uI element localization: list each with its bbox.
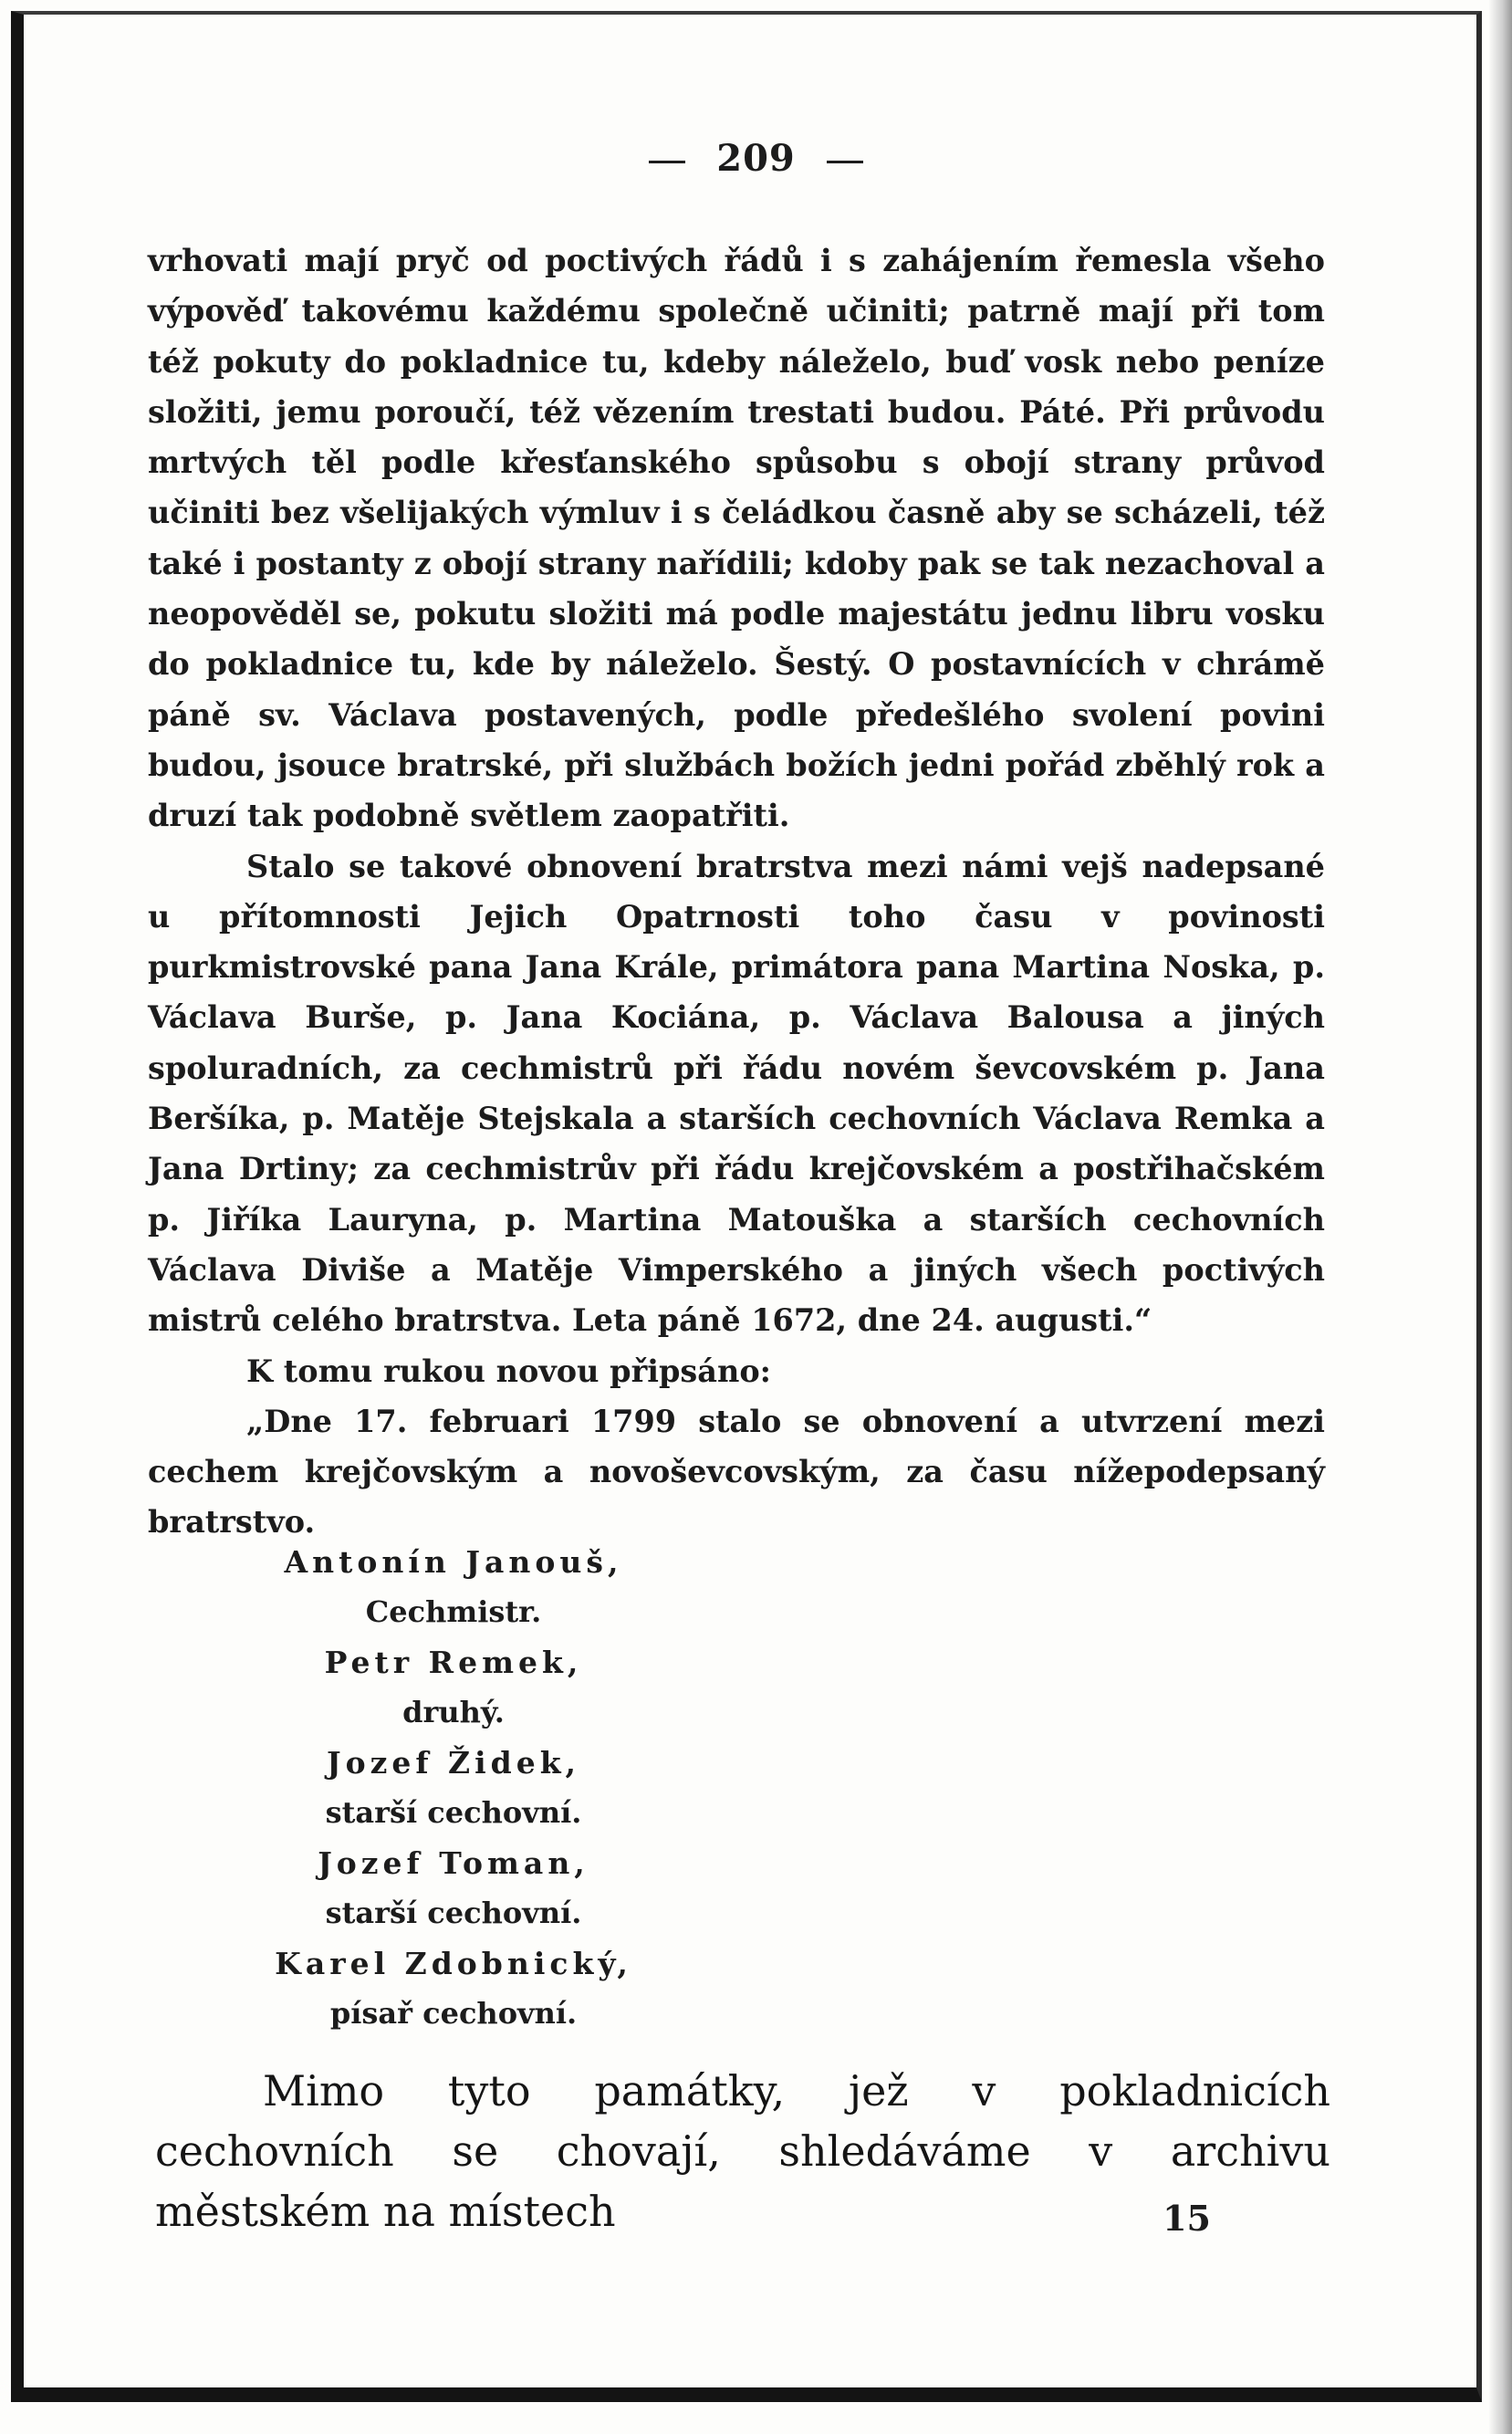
paragraph-2: Stalo se takové obnovení bratrstva mezi námi vejš nadepsané u přítomnosti Jejich Opatrnosti toho času v povinosti purkmistrovské pana Jana Krále, primátora pana Martina Noska, p. Václava Burše, p. Jana Kociána, p. Václava Balousa a jiných spoluradních, za cechmistrů při řádu novém ševcovském p. Jana Beršíka, p. Matěje Stejskala a starších cechovních Václava Remka a Jana Drtiny; za cechmistrův při řádu krejčovském a postřihačském p. Jiříka Lauryna, p. Martina Matouška a starších cechovních Václava Diviše a Matěje Vimperského a jiných všech poctivých mistrů celého bratrstva. Leta páně 1672, dne 24. augusti.“: [148, 848, 1325, 1339]
signature-role: starší cechovní.: [325, 1795, 582, 1830]
header-dash-right: [827, 161, 863, 163]
printer-signature-mark: 15: [1163, 2198, 1211, 2239]
signature-role: Cechmistr.: [365, 1594, 542, 1629]
paragraph-4: „Dne 17. februari 1799 stalo se obnovení a utvrzení mezi cechem krejčovským a novoševcovským, za času nížepodepsaný bratrstvo.: [148, 1403, 1325, 1541]
header-dash-left: [649, 161, 685, 163]
signature-name: Karel Zdobnický,: [275, 1946, 632, 1981]
signature-name: Jozef Židek,: [326, 1745, 581, 1781]
continuation-text: [155, 2061, 1330, 2241]
signature-2: [257, 1637, 650, 1738]
signature-4: [257, 1838, 650, 1938]
page-number: 209: [716, 137, 796, 180]
signature-3: [257, 1738, 650, 1838]
paragraph-3: K tomu rukou novou připsáno:: [246, 1353, 772, 1389]
body-text: [148, 235, 1325, 1548]
signature-name: Petr Remek,: [324, 1645, 583, 1680]
large-paragraph: Mimo tyto památky, jež v pokladnicích cechovních se chovají, shledáváme v archivu městském na místech: [155, 2066, 1330, 2236]
signature-role: starší cechovní.: [325, 1896, 582, 1930]
paragraph-1: vrhovati mají pryč od poctivých řádů i s zahájením řemesla všeho výpověď takovému každému společně učiniti; patrně mají při tom též pokuty do pokladnice tu, kdeby náleželo, buď vosk nebo peníze složiti, jemu poroučí, též vězením trestati budou. Páté. Při průvodu mrtvých těl podle křesťanského spůsobu s obojí strany průvod učiniti bez všelijakých výmluv i s čeládkou časně aby se scházeli, též také i postanty z obojí strany nařídili; kdoby pak se tak nezachoval a neopověděl se, pokutu složiti má podle majestátu jednu libru vosku do pokladnice tu, kde by náleželo. Šestý. O postavnících v chrámě páně sv. Václava postavených, podle předešlého svolení povini budou, jsouce bratrské, při službách božích jedni pořád zběhlý rok a druzí tak podobně světlem zaopatřiti.: [148, 243, 1325, 834]
page-header: [0, 137, 1512, 180]
signature-role: písař cechovní.: [329, 1996, 578, 2031]
signature-5: [257, 1938, 650, 2039]
page-edge-shadow: [1488, 0, 1512, 2434]
signature-block: [257, 1537, 650, 2039]
signature-1: [257, 1537, 650, 1637]
signature-name: Antonín Janouš,: [284, 1544, 623, 1580]
signature-name: Jozef Toman,: [318, 1845, 589, 1881]
signature-role: druhý.: [402, 1695, 505, 1729]
